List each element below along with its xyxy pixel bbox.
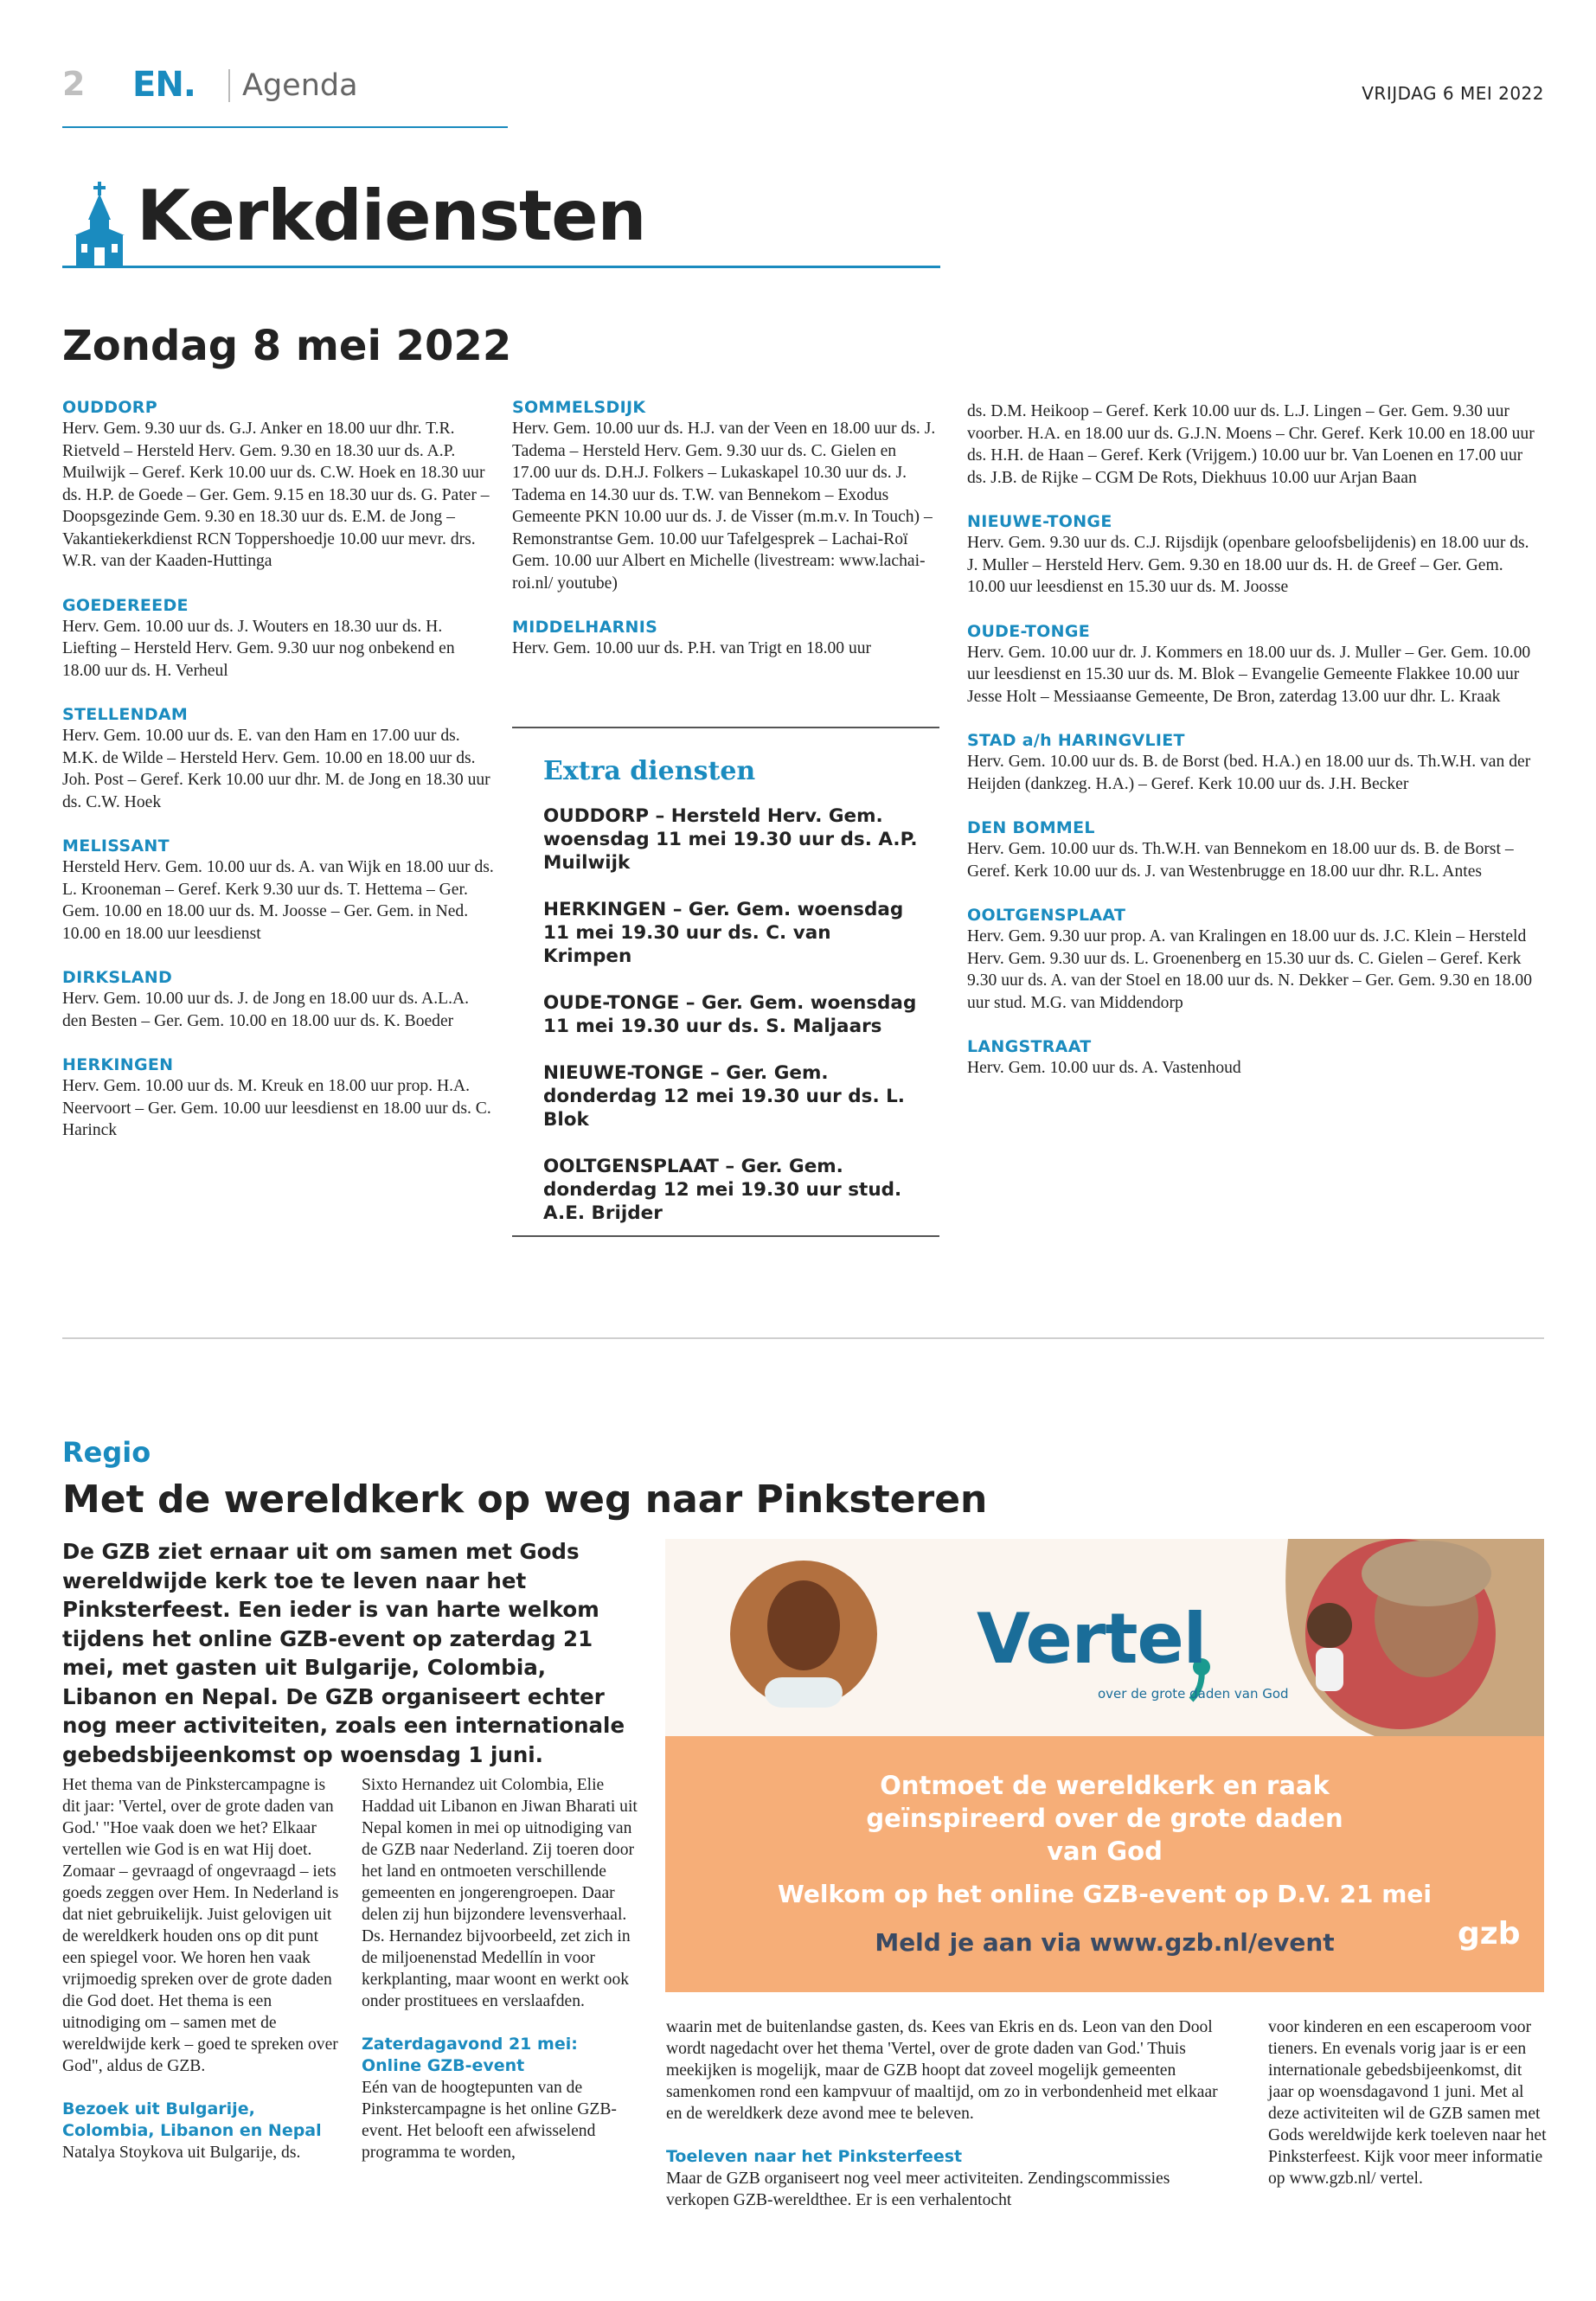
portrait-man-shirt bbox=[765, 1677, 843, 1708]
article-paragraph: waarin met de buitenlandse gasten, ds. Kees van Ekris en ds. Leon van den Dool wordt nagedacht over het thema 'Vertel, over de grote daden van God.' Thuis meekijken is mogelijk, maar de GZB hoopt dat zoveel mogelijk gemeenten samenkomen rond een kampvuur of maaltijd, om zo in verbondenheid met elkaar en de wereldkerk deze avond mee te beleven. bbox=[666, 2018, 1218, 2123]
extra-service-item: NIEUWE-TONGE – Ger. Gem. donderdag 12 mei 19.30 uur ds. L. Blok bbox=[543, 1062, 905, 1131]
portrait-child bbox=[1307, 1603, 1352, 1648]
place-name: OOLTGENSPLAAT bbox=[967, 906, 1126, 925]
service-text: Hersteld Herv. Gem. 10.00 uur ds. A. van Wijk en 18.00 uur ds. L. Krooneman – Geref. Kerk 9.30 uur ds. T. Hettema – Ger. Gem. 10.00 en 18.00 uur ds. M. Joosse – Ger. Gem. in Ned. 10.00 en 18.00 uur leesdienst bbox=[62, 858, 494, 943]
portrait-woman-headscarf bbox=[1362, 1541, 1491, 1606]
listing-melissant bbox=[62, 836, 495, 945]
service-text-continued: ds. D.M. Heikoop – Geref. Kerk 10.00 uur ds. L.J. Lingen – Ger. Gem. 9.30 uur voorber. H.A. en 18.00 uur ds. G.J.N. Moens – Chr. Geref. Kerk 10.00 en 18.00 uur ds. H.H. de Haan – Geref. Kerk (Vrijgem.) 10.00 uur br. Van Loenen en 17.00 uur ds. J.B. de Rijke – CGM De Rots, Diekhuus 10.00 uur Arjan Baan bbox=[967, 402, 1535, 487]
article-paragraph: Eén van de hoogtepunten van de Pinkstercampagne is het online GZB-event. Het belooft een afwisselend programma te worden, bbox=[362, 2079, 617, 2162]
service-text: Herv. Gem. 9.30 uur ds. C.J. Rijsdijk (openbare geloofsbelijdenis) en 18.00 uur ds. J. Muller – Hersteld Herv. Gem. 9.30 en 18.00 uur ds. H. de Greef – Ger. Gem. 10.00 uur leesdienst en 15.30 uur ds. M. Joosse bbox=[967, 534, 1529, 596]
service-text: Herv. Gem. 10.00 uur ds. B. de Borst (bed. H.A.) en 18.00 uur ds. Th.W.H. van der Heijden (dankzeg. H.A.) – Geref. Kerk 10.00 uur ds. J.H. Becker bbox=[967, 753, 1531, 793]
day-heading: Zondag 8 mei 2022 bbox=[62, 322, 512, 370]
extra-service-item: OUDE-TONGE – Ger. Gem. woensdag 11 mei 19.30 uur ds. S. Maljaars bbox=[543, 992, 917, 1037]
service-text: Herv. Gem. 9.30 uur prop. A. van Kralingen en 18.00 uur ds. J.C. Klein – Hersteld Herv. Gem. 9.30 uur ds. L. Groenenberg en 15.30 uur ds. C. Gielen – Geref. Kerk 9.30 uur ds. A. van der Stoel en 18.00 uur ds. N. Dekker – Ger. Gem. 9.30 en 18.00 uur stud. M.G. van Middendorp bbox=[967, 927, 1533, 1012]
issue-date: VRIJDAG 6 MEI 2022 bbox=[1362, 83, 1544, 104]
listing-nieuwe-tonge bbox=[967, 511, 1538, 599]
article-lead: De GZB ziet ernaar uit om samen met Gods wereldwijde kerk toe te leven naar het Pinksterfeest. Een ieder is van harte welkom tijdens het online GZB-event op zaterdag 21 mei, met gasten uit Bulgarije, Colombia, Libanon en Nepal. De GZB organiseert echter nog meer activiteiten, zoals een internationale gebedsbijeenkomst op woensdag 1 juni. bbox=[62, 1539, 625, 1767]
article-column-1 bbox=[62, 1774, 339, 2163]
place-name: STAD a/h HARINGVLIET bbox=[967, 731, 1185, 750]
portrait-man-face bbox=[767, 1580, 840, 1670]
article-paragraph: Natalya Stoykova uit Bulgarije, ds. bbox=[62, 2144, 301, 2162]
newspaper-logo: EN. bbox=[132, 65, 195, 105]
place-name: LANGSTRAAT bbox=[967, 1037, 1092, 1056]
listing-stad-haringvliet bbox=[967, 730, 1538, 795]
services-column-2 bbox=[512, 397, 936, 683]
article-subhead: Zaterdagavond 21 mei: Online GZB-event bbox=[362, 2035, 578, 2075]
place-name: STELLENDAM bbox=[62, 705, 189, 724]
article-column-3 bbox=[666, 2016, 1237, 2211]
article-subhead: Bezoek uit Bulgarije, Colombia, Libanon en Nepal bbox=[62, 2099, 322, 2140]
place-name: GOEDEREEDE bbox=[62, 595, 189, 615]
header-rule bbox=[62, 126, 508, 128]
article-paragraph: Maar de GZB organiseert nog veel meer activiteiten. Zendingscommissies verkopen GZB-wereldthee. Er is een verhalentocht bbox=[666, 2170, 1170, 2209]
article-paragraph: voor kinderen en een escaperoom voor tieners. En evenals vorig jaar is er een internationale gebedsbijeenkomst, dit jaar op woensdagavond 1 juni. Met al deze activiteiten wil de GZB samen met Gods wereldwijde kerk toeleven naar het Pinksterfeest. Kijk voor meer informatie op www.gzb.nl/ vertel. bbox=[1268, 2018, 1547, 2188]
ad-event-line: Welkom op het online GZB-event op D.V. 21 mei bbox=[778, 1880, 1432, 1908]
extra-services-title: Extra diensten bbox=[543, 756, 756, 786]
page-number: 2 bbox=[62, 65, 86, 103]
page-title: Kerkdiensten bbox=[137, 176, 646, 256]
article-column-2 bbox=[362, 1774, 640, 2163]
church-icon bbox=[71, 182, 131, 268]
ad-signup-link[interactable]: Meld je aan via www.gzb.nl/event bbox=[875, 1928, 1335, 1957]
listing-den-bommel bbox=[967, 817, 1538, 882]
section-name: Agenda bbox=[242, 68, 358, 103]
article-kicker: Regio bbox=[62, 1436, 151, 1469]
extra-service-item: OOLTGENSPLAAT – Ger. Gem. donderdag 12 mei 19.30 uur stud. A.E. Brijder bbox=[543, 1156, 902, 1224]
service-text: Herv. Gem. 10.00 uur ds. H.J. van der Veen en 18.00 uur ds. J. Tadema – Hersteld Herv. Gem. 9.30 uur ds. C. Gielen en 17.00 uur ds. D.H.J. Folkers – Lukaskapel 10.30 uur ds. J. Tadema en 14.30 uur ds. T.W. van Bennekom – Exodus Gemeente PKN 10.00 uur ds. J. de Visser (m.m.v. In Touch) – Remonstrantse Gem. 10.00 uur Tafelgesprek – Lachai-Roï Gem. 10.00 uur Albert en Michelle (livestream: www.lachai-roi.nl/ youtube) bbox=[512, 420, 936, 593]
place-name: HERKINGEN bbox=[62, 1055, 174, 1074]
place-name: SOMMELSDIJK bbox=[512, 398, 646, 417]
title-rule bbox=[62, 266, 940, 268]
ad-headline-text: Ontmoet de wereldkerk en raak geïnspireerd over de grote daden van God bbox=[866, 1771, 1343, 1866]
service-text: Herv. Gem. 10.00 uur dr. J. Kommers en 18.00 uur ds. J. Muller – Ger. Gem. 10.00 uur leesdienst en 15.30 uur ds. M. Blok – Evangelie Gemeente Flakkee 10.00 uur Jesse Holt – Messiaanse Gemeente, De Bron, zaterdag 13.00 uur dhr. L. Kraak bbox=[967, 643, 1531, 706]
article-column-4 bbox=[1268, 2016, 1547, 2189]
ad-title: Vertel bbox=[977, 1599, 1207, 1679]
article-subhead: Toeleven naar het Pinksterfeest bbox=[666, 2147, 963, 2166]
service-text: Herv. Gem. 10.00 uur ds. P.H. van Trigt en 18.00 uur bbox=[512, 639, 872, 657]
gzb-logo: gzb bbox=[1458, 1916, 1521, 1952]
listing-middelharnis bbox=[512, 617, 936, 660]
place-name: OUDDORP bbox=[62, 398, 157, 417]
services-column-1 bbox=[62, 397, 495, 1164]
listing-ouddorp bbox=[62, 397, 495, 573]
services-column-3 bbox=[967, 401, 1538, 1102]
section-divider bbox=[62, 1337, 1544, 1339]
service-text: Herv. Gem. 10.00 uur ds. E. van den Ham en 17.00 uur ds. M.K. de Wilde – Hersteld Herv. Gem. 10.00 en 18.00 uur ds. Joh. Post – Geref. Kerk 10.00 uur dhr. M. de Jong en 18.30 uur ds. C.W. Hoek bbox=[62, 727, 490, 811]
ad-headline bbox=[665, 1769, 1544, 1868]
place-name: DEN BOMMEL bbox=[967, 818, 1095, 837]
place-name: OUDE-TONGE bbox=[967, 621, 1091, 641]
article-paragraph: Sixto Hernandez uit Colombia, Elie Haddad uit Libanon en Jiwan Bharati uit Nepal komen in mei op uitnodiging van de GZB naar Nederland. Zij toeren door het land en ontmoeten verschillende gemeenten en jongerengroepen. Daar delen zij hun bijzondere levensverhaal. Ds. Hernandez bijvoorbeeld, zet zich in de miljoenenstad Medellín in voor kerkplanting, maar woont en werkt ook onder prostituees en verslaafden. bbox=[362, 1776, 638, 2010]
service-text: Herv. Gem. 9.30 uur ds. G.J. Anker en 18.00 uur dhr. T.R. Rietveld – Hersteld Herv. Gem. 9.30 en 18.30 uur ds. A.P. Muilwijk – Geref. Kerk 10.00 uur ds. C.W. Hoek en 18.30 uur ds. H.P. de Goede – Ger. Gem. 9.15 en 18.30 uur ds. G. Pater – Doopsgezinde Gem. 9.30 en 18.30 uur ds. E.M. de Jong – Vakantiekerkdienst RCN Toppershoedje 10.00 uur mevr. drs. W.R. van der Kaaden-Huttinga bbox=[62, 420, 490, 570]
listing-herkingen bbox=[62, 1054, 495, 1142]
extra-services-list bbox=[543, 804, 924, 1248]
listing-stellendam bbox=[62, 704, 495, 813]
extra-service-item: HERKINGEN – Ger. Gem. woensdag 11 mei 19.30 uur ds. C. van Krimpen bbox=[543, 899, 904, 967]
extra-service-item: OUDDORP – Hersteld Herv. Gem. woensdag 11 mei 19.30 uur ds. A.P. Muilwijk bbox=[543, 805, 918, 874]
listing-goedereede bbox=[62, 595, 495, 683]
listing-ooltgensplaat bbox=[967, 905, 1538, 1014]
service-text: Herv. Gem. 10.00 uur ds. J. Wouters en 18.30 uur ds. H. Liefting – Hersteld Herv. Gem. 9.30 uur nog onbekend en 18.00 uur ds. H. Verheul bbox=[62, 617, 455, 680]
place-name: NIEUWE-TONGE bbox=[967, 512, 1112, 531]
place-name: MIDDELHARNIS bbox=[512, 618, 658, 637]
place-name: MELISSANT bbox=[62, 836, 170, 856]
ad-subtitle: over de grote daden van God bbox=[1098, 1686, 1289, 1702]
header-divider bbox=[228, 69, 230, 102]
gzb-advertisement[interactable] bbox=[665, 1539, 1544, 1992]
listing-oude-tonge bbox=[967, 621, 1538, 708]
place-name: DIRKSLAND bbox=[62, 968, 173, 987]
listing-dirksland bbox=[62, 967, 495, 1032]
listing-sommelsdijk bbox=[512, 397, 936, 594]
article-headline: Met de wereldkerk op weg naar Pinksteren bbox=[62, 1477, 988, 1522]
service-text: Herv. Gem. 10.00 uur ds. M. Kreuk en 18.00 uur prop. H.A. Neervoort – Ger. Gem. 10.00 uur leesdienst en 18.00 uur ds. C. Harinck bbox=[62, 1077, 491, 1139]
listing-langstraat bbox=[967, 1036, 1538, 1080]
portrait-child-dress bbox=[1316, 1648, 1343, 1691]
article-paragraph: Het thema van de Pinkstercampagne is dit jaar: 'Vertel, over de grote daden van God.' "Hoe vaak doen we het? Elkaar vertellen wie God is en wat Hij doet. Zomaar – gevraagd of ongevraagd – iets goeds zeggen over Hem. In Nederland is dat niet gebruikelijk. Juist gelovigen uit de wereldkerk houden ons op dit punt een spiegel voor. We horen hen vaak vrijmoedig spreken over de grote daden die God doet. Het thema is een uitnodiging om – samen met de wereldwijde kerk – goed te spreken over God", aldus de GZB. bbox=[62, 1776, 339, 2075]
service-text: Herv. Gem. 10.00 uur ds. Th.W.H. van Bennekom en 18.00 uur ds. B. de Borst – Geref. Kerk 10.00 uur ds. J. van Westenbrugge en 18.00 uur dhr. R.L. Antes bbox=[967, 840, 1514, 881]
service-text: Herv. Gem. 10.00 uur ds. J. de Jong en 18.00 uur ds. A.L.A. den Besten – Ger. Gem. 10.00 en 18.00 uur ds. K. Boeder bbox=[62, 990, 470, 1030]
service-text: Herv. Gem. 10.00 uur ds. A. Vastenhoud bbox=[967, 1059, 1241, 1077]
